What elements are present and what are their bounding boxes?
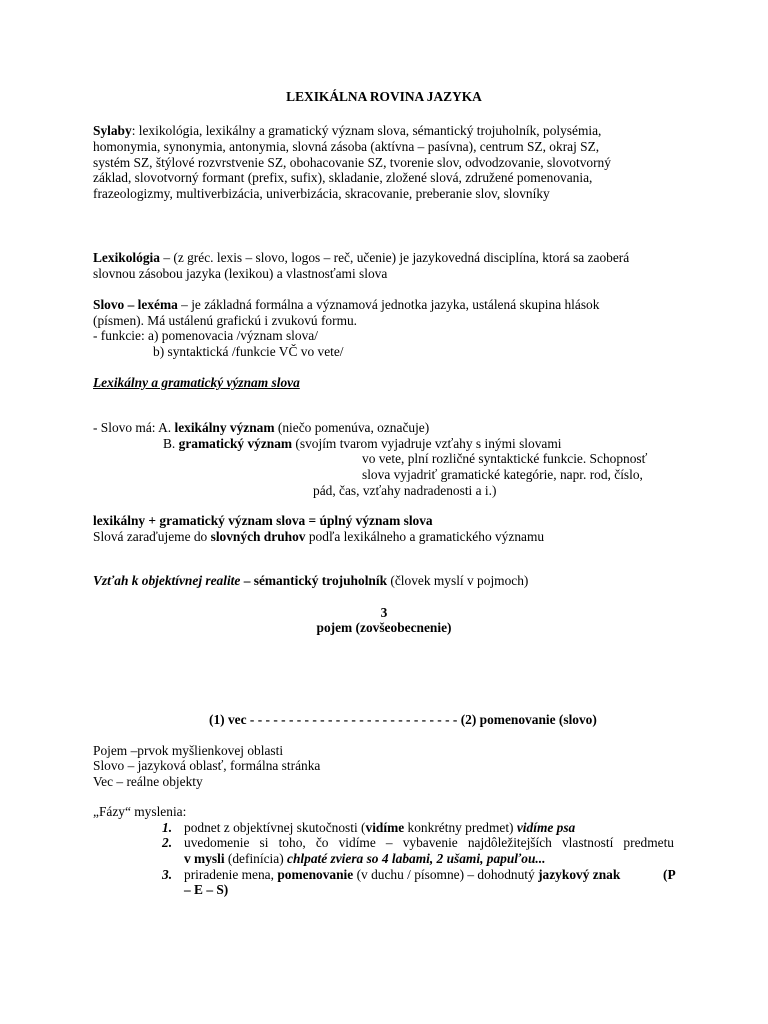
faza-1-number: 1. — [162, 820, 173, 835]
faza-2-number: 2. — [162, 835, 173, 850]
triangle-top-label: pojem (zovšeobecnenie) — [316, 620, 452, 635]
triangle-left-label: (1) vec — [209, 712, 247, 727]
faza-3-line-2: – E – S) — [184, 882, 229, 897]
slovo-ma-line-a: - Slovo má: A. lexikálny význam (niečo pomenúva, označuje) — [93, 420, 430, 435]
triangle-dashes: - - - - - - - - - - - - - - - - - - - - - - - - - - - — [249, 712, 458, 727]
sylaby-line-4: základ, slovotvorný formant (prefix, sufix), skladanie, zložené slová, združené pomenovania, — [93, 170, 593, 185]
druhy-line: Slová zaraďujeme do slovných druhov podľa lexikálneho a gramatického významu — [93, 529, 545, 544]
sylaby-label: Sylaby — [93, 123, 132, 138]
lexikologia-line-1: Lexikológia – (z gréc. lexis – slovo, logos – reč, učenie) je jazykovedná disciplína, ktorá sa zaoberá — [93, 250, 630, 265]
faza-2-line-2: v mysli (definícia) chlpaté zviera so 4 labami, 2 ušami, papuľou... — [184, 851, 546, 866]
triangle-right-label: (2) pomenovanie (slovo) — [460, 712, 597, 727]
slovo-line-4: b) syntaktická /funkcie VČ vo vete/ — [153, 344, 344, 359]
sylaby-line-3: systém SZ, štýlové rozvrstvenie SZ, obohacovanie SZ, tvorenie slov, odvodzovanie, slovotvorný — [93, 155, 611, 170]
fazy-heading: „Fázy“ myslenia: — [93, 804, 187, 819]
definition-pojem: Pojem –prvok myšlienkovej oblasti — [93, 743, 284, 758]
slovo-line-3: - funkcie: a) pomenovacia /význam slova/ — [93, 328, 318, 343]
lexikologia-term: Lexikológia — [93, 250, 160, 265]
triangle-base-line — [209, 712, 597, 728]
faza-3-line-1: priradenie mena, pomenovanie (v duchu / písomne) – dohodnutý jazykový znak — [184, 867, 621, 882]
slovo-lexema-term: Slovo – lexéma — [93, 297, 178, 312]
definition-vec: Vec – reálne objekty — [93, 774, 203, 789]
slovo-ma-line-b4: pád, čas, vzťahy nadradenosti a i.) — [313, 483, 497, 498]
slovo-ma-line-b: B. gramatický význam (svojím tvarom vyjadruje vzťahy s inými slovami — [163, 436, 562, 451]
slovo-line-1: Slovo – lexéma – je základná formálna a významová jednotka jazyka, ustálená skupina hlások — [93, 297, 600, 312]
slovo-ma-line-b2: vo vete, plní rozličné syntaktické funkcie. Schopnosť — [362, 451, 648, 466]
sylaby-line-2: homonymia, synonymia, antonymia, slovná zásoba (aktívna – pasívna), centrum SZ, okraj SZ, — [93, 139, 600, 154]
sylaby-line-1: Sylaby: lexikológia, lexikálny a gramatický význam slova, sémantický trojuholník, polysémia, — [93, 123, 602, 138]
faza-3-pes-start: (P — [663, 867, 676, 882]
faza-3-number: 3. — [162, 867, 173, 882]
vztah-line: Vzťah k objektívnej realite – sémantický trojuholník (človek myslí v pojmoch) — [93, 573, 529, 588]
faza-2-line-1: uvedomenie si toho, čo vidíme – vybavenie najdôležitejších vlastností predmetu — [184, 835, 674, 850]
faza-1-text: podnet z objektívnej skutočnosti (vidíme konkrétny predmet) vidíme psa — [184, 820, 576, 835]
lexikologia-line-2: slovnou zásobou jazyka (lexikou) a vlastnosťami slova — [93, 266, 388, 281]
definition-slovo: Slovo – jazyková oblasť, formálna stránka — [93, 758, 321, 773]
equation-line: lexikálny + gramatický význam slova = úplný význam slova — [93, 513, 433, 528]
triangle-top-number: 3 — [380, 605, 388, 620]
page-title: LEXIKÁLNA ROVINA JAZYKA — [286, 89, 482, 104]
section-heading-vyznam: Lexikálny a gramatický význam slova — [93, 375, 300, 390]
sylaby-line-5: frazeologizmy, multiverbizácia, univerbizácia, skracovanie, preberanie slov, slovníky — [93, 186, 550, 201]
slovo-line-2: (písmen). Má ustálenú grafickú i zvukovú formu. — [93, 313, 358, 328]
slovo-ma-line-b3: slova vyjadriť gramatické kategórie, napr. rod, číslo, — [362, 467, 643, 482]
